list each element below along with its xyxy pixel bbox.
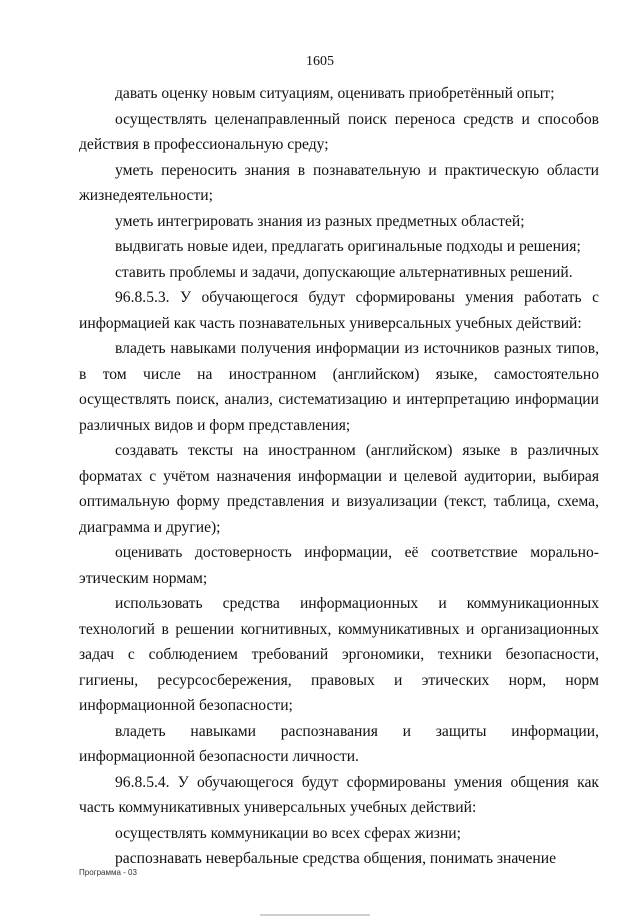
paragraph: распознавать невербальные средства общения, понимать значение	[115, 850, 557, 867]
paragraph: ставить проблемы и задачи, допускающие альтернативных решений.	[115, 263, 573, 281]
scan-artifact	[260, 914, 370, 916]
paragraph: давать оценку новым ситуациям, оценивать приобретённый опыт;	[115, 85, 555, 102]
footer-mark: Программа - 03	[79, 868, 137, 877]
paragraph: использовать средства информационных и коммуникационных технологий в решении когнитивных, коммуникативных и организационных задач с соблюдением требований эргономики, техники безопасности, гигиены, ресурсосбережения, правовых и этических норм, норм информационной безопасности;	[79, 595, 599, 714]
paragraph: выдвигать новые идеи, предлагать оригинальные подходы и решения;	[115, 238, 581, 255]
document-body	[79, 81, 599, 872]
paragraph: владеть навыками получения информации из источников разных типов, в том числе на иностранном (английском) языке, самостоятельно осуществлять поиск, анализ, систематизацию и интерпретацию информации различных видов и форм представления;	[79, 340, 599, 434]
paragraph: оценивать достоверность информации, её соответствие морально-этическим нормам;	[79, 544, 599, 587]
paragraph: осуществлять коммуникации во всех сферах жизни;	[115, 824, 461, 842]
section-heading-paragraph: 96.8.5.4. У обучающегося будут сформированы умения общения как часть коммуникативных универсальных учебных действий:	[79, 773, 599, 816]
page-number: 1605	[306, 54, 334, 69]
paragraph: создавать тексты на иностранном (английском) языке в различных форматах с учётом назначения информации и целевой аудитории, выбирая оптимальную форму представления и визуализации (текст, таблица, схема, диаграмма и другие);	[79, 442, 599, 536]
section-heading-paragraph: 96.8.5.3. У обучающегося будут сформированы умения работать с информацией как часть познавательных универсальных учебных действий:	[79, 289, 599, 332]
paragraph: уметь интегрировать знания из разных предметных областей;	[115, 212, 525, 230]
paragraph: осуществлять целенаправленный поиск переноса средств и способов действия в профессиональную среду;	[79, 110, 599, 153]
paragraph: владеть навыками распознавания и защиты информации, информационной безопасности личности.	[79, 722, 599, 765]
paragraph: уметь переносить знания в познавательную и практическую области жизнедеятельности;	[79, 161, 599, 204]
